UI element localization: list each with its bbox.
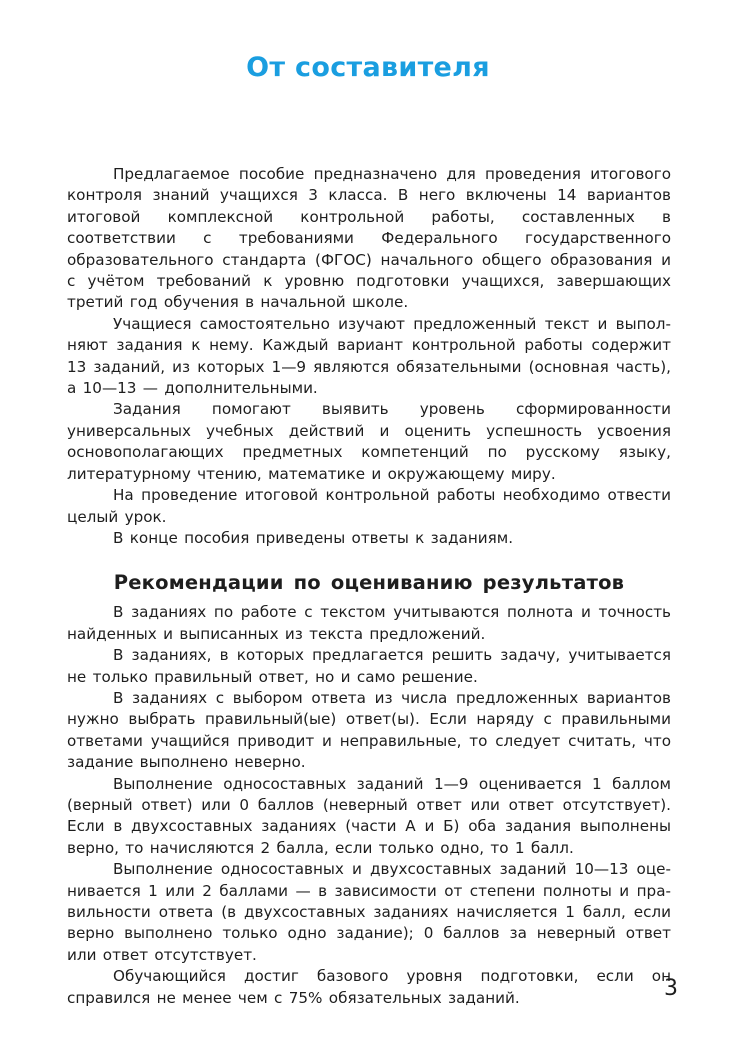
intro-paragraph: Задания помогают выявить уровень сформированности универсальных учебных действий и оценить успешность усвоения основополагающих предметных компетенций по русскому языку, литературному чтению, математике и окружающему миру.: [67, 400, 671, 483]
recommendation-paragraph: В заданиях, в которых предлагается решить задачу, учитывается не только правильный ответ, но и само решение.: [67, 646, 671, 686]
recommendation-paragraph: В заданиях по работе с текстом учитываются полнота и точность найденных и выписанных из текста предложений.: [67, 603, 671, 643]
intro-paragraph: В конце пособия приведены ответы к заданиям.: [113, 528, 514, 547]
recommendation-paragraph: В заданиях с выбором ответа из числа предложенных вариантов нужно выбрать правильный(ые) ответ(ы). Если наряду с правильными ответами учащийся приводит и неправильные, то следует считать, что задание выполнено неверно.: [67, 688, 671, 772]
recommendation-paragraph: Выполнение односоставных и двухсоставных заданий 10—13 оценивается 1 или 2 баллами — в зависимости от степени полноты и правильности ответа (в двухсоставных заданиях начисляется 1 балл, если верно выполнено только одно задание); 0 баллов за неверный ответ или ответ отсутствует.: [67, 860, 671, 964]
page-title: От составителя: [246, 52, 490, 83]
recommendation-paragraph: Обучающийся достиг базового уровня подготовки, если он справился не менее чем с 75% обязательных заданий.: [67, 967, 671, 1007]
section-heading: Рекомендации по оцениванию результатов: [113, 571, 625, 595]
page-content: [67, 164, 671, 1009]
intro-paragraph: На проведение итоговой контрольной работы необходимо отвести целый урок.: [67, 486, 671, 526]
recommendations-section: [67, 570, 671, 1009]
page-number: 3: [664, 976, 678, 1001]
recommendation-paragraph: Выполнение односоставных заданий 1—9 оценивается 1 баллом (верный ответ) или 0 баллов (неверный ответ или ответ отсутствует). Если в двухсоставных заданиях (части А и Б) оба задания выполнены верно, то начисляются 2 балла, если только одно, то 1 балл.: [67, 774, 671, 857]
intro-paragraph: Предлагаемое пособие предназначено для проведения итогового контроля знаний учащихся 3 класса. В него включены 14 вариантов итоговой комплексной контрольной работы, составленных в соответствии с требованиями Федерального государственного образовательного стандарта (ФГОС) начального общего образования и с учётом требований к уровню подготовки учащихся, завершающих третий год обучения в начальной школе.: [67, 165, 671, 312]
intro-paragraph: Учащиеся самостоятельно изучают предложенный текст и выполняют задания к нему. Каждый вариант контрольной работы содержит 13 заданий, из которых 1—9 являются обязательными (основная часть), а 10—13 — дополнительными.: [67, 314, 671, 398]
intro-section: [67, 164, 671, 549]
